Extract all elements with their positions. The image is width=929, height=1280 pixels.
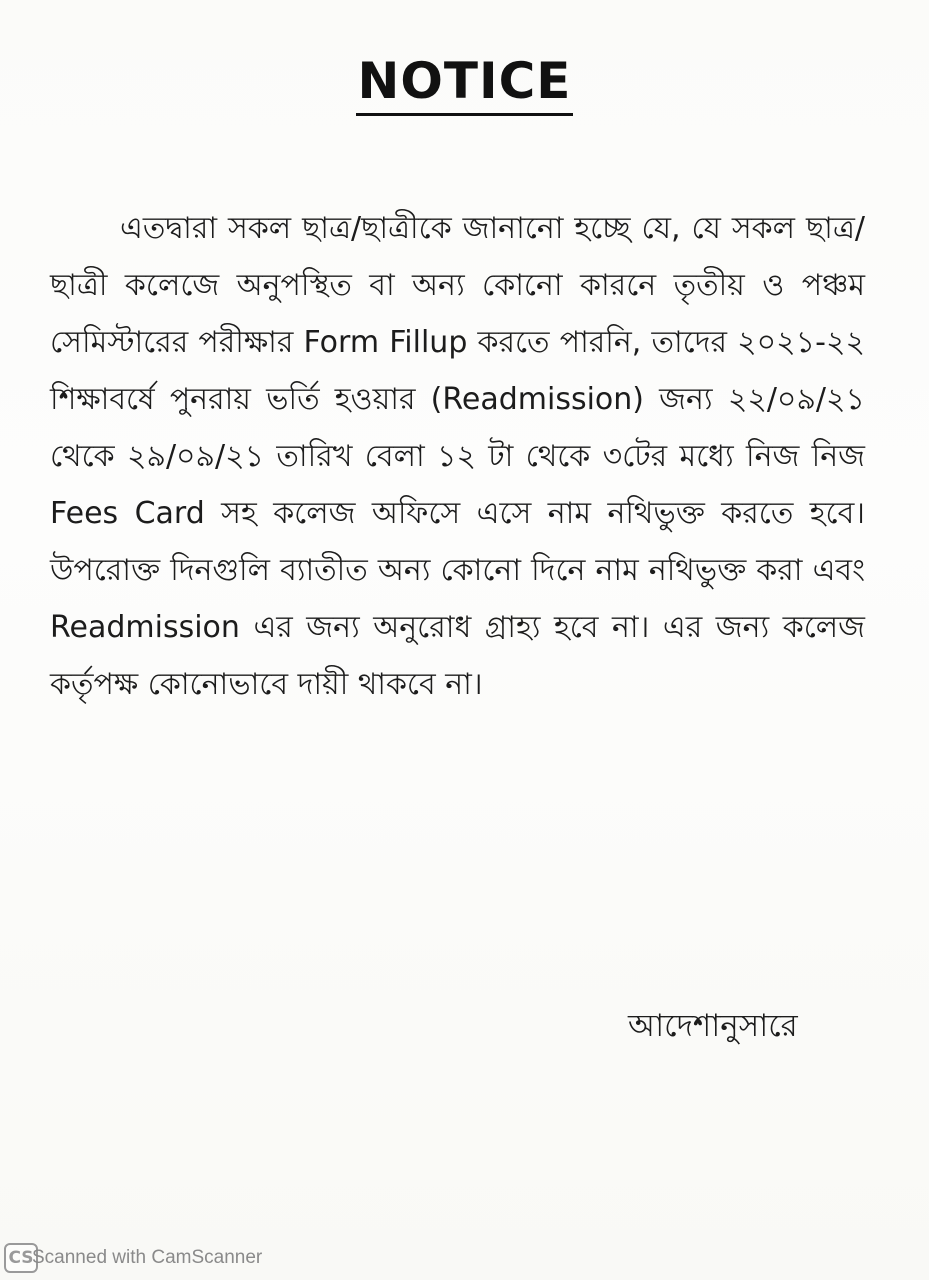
- camscanner-watermark: [4, 1238, 262, 1278]
- notice-title-text: NOTICE: [356, 53, 574, 116]
- watermark-text: Scanned with CamScanner: [32, 1247, 263, 1268]
- signature-by-order: আদেশানুসারে: [628, 1008, 798, 1044]
- notice-body: [50, 200, 865, 713]
- notice-title: [0, 52, 929, 116]
- camscanner-logo-icon: CS: [4, 1243, 38, 1273]
- notice-body-text: এতদ্বারা সকল ছাত্র/ছাত্রীকে জানানো হচ্ছে যে, যে সকল ছাত্র/ছাত্রী কলেজে অনুপস্থিত বা অন্য কোনো কারনে তৃতীয় ও পঞ্চম সেমিস্টারের পরীক্ষার Form Fillup করতে পারনি, তাদের ২০২১-২২ শিক্ষাবর্ষে পুনরায় ভর্তি হওয়ার (Readmission) জন্য ২২/০৯/২১ থেকে ২৯/০৯/২১ তারিখ বেলা ১২ টা থেকে ৩টের মধ্যে নিজ নিজ Fees Card সহ কলেজ অফিসে এসে নাম নথিভুক্ত করতে হবে। উপরোক্ত দিনগুলি ব্যাতীত অন্য কোনো দিনে নাম নথিভুক্ত করা এবং Readmission এর জন্য অনুরোধ গ্রাহ্য হবে না। এর জন্য কলেজ কর্তৃপক্ষ কোনোভাবে দায়ী থাকবে না।: [50, 211, 865, 702]
